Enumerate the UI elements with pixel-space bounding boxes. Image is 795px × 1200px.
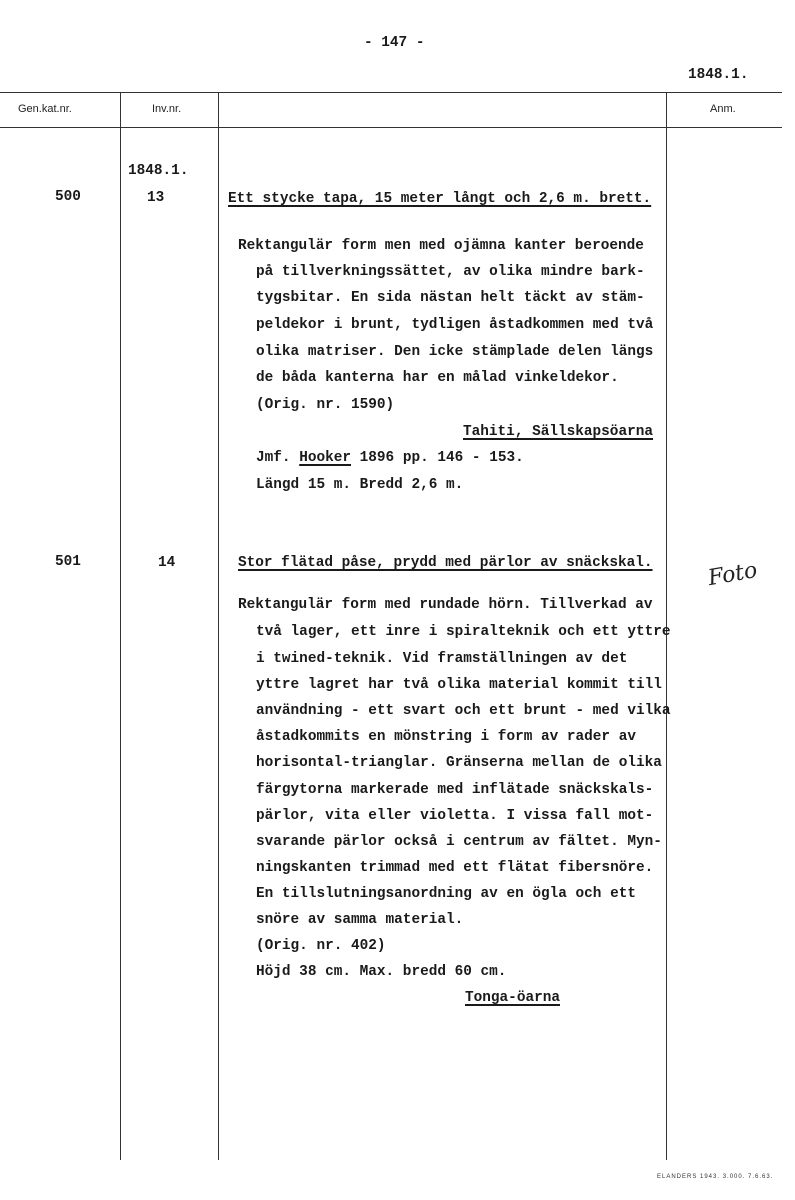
header-bottom-rule — [0, 127, 782, 128]
reference — [256, 449, 524, 467]
inv-nr: 14 — [158, 555, 176, 571]
locality: Tonga-öarna — [465, 990, 560, 1006]
handwritten-annotation: Foto — [706, 557, 760, 592]
body-line: snöre av samma material. — [256, 912, 464, 928]
inv-nr: 13 — [147, 190, 165, 206]
entry-title: Stor flätad påse, prydd med pärlor av snäckskal. — [238, 555, 653, 571]
body-line: på tillverkningssättet, av olika mindre bark- — [256, 264, 645, 280]
body-line: två lager, ett inre i spiralteknik och ett yttre — [256, 624, 671, 640]
body-line: tygsbitar. En sida nästan helt täckt av stäm- — [256, 290, 645, 306]
inv-prefix: 1848.1. — [128, 163, 189, 179]
locality: Tahiti, Sällskapsöarna — [463, 424, 653, 440]
body-line: pärlor, vita eller violetta. I vissa fall mot- — [256, 808, 654, 824]
column-header-inv-nr: Inv.nr. — [152, 103, 182, 115]
body-line: i twined-teknik. Vid framställningen av det — [256, 651, 628, 667]
entry-title: Ett stycke tapa, 15 meter långt och 2,6 m. brett. — [228, 191, 652, 207]
dimensions: Längd 15 m. Bredd 2,6 m. — [256, 477, 464, 493]
body-line: svarande pärlor också i centrum av fältet. Myn- — [256, 834, 662, 850]
series-ref: 1848.1. — [688, 67, 749, 83]
printer-imprint: ELANDERS 1943. 3.000. 7.6.63. — [657, 1174, 774, 1180]
ref-author: Hooker — [299, 450, 352, 466]
column-header-anm: Anm. — [710, 103, 736, 115]
body-line: yttre lagret har två olika material kommit till — [256, 677, 662, 693]
gen-kat-nr: 500 — [55, 189, 81, 205]
header-top-rule — [0, 92, 782, 93]
ref-rest: 1896 pp. 146 - 153. — [351, 450, 524, 466]
body-line: Rektangulär form med rundade hörn. Tillverkad av — [238, 597, 653, 613]
gen-kat-nr: 501 — [55, 554, 81, 570]
body-line: (Orig. nr. 402) — [256, 938, 386, 954]
body-line: (Orig. nr. 1590) — [256, 397, 395, 413]
page-number: - 147 - — [364, 35, 425, 51]
body-line: Höjd 38 cm. Max. bredd 60 cm. — [256, 964, 507, 980]
column-divider — [218, 92, 219, 1160]
body-line: En tillslutningsanordning av en ögla och ett — [256, 886, 636, 902]
body-line: färgytorna markerade med inflätade snäckskals- — [256, 782, 654, 798]
column-header-gen-kat-nr: Gen.kat.nr. — [18, 103, 72, 115]
column-divider — [120, 92, 121, 1160]
body-line: peldekor i brunt, tydligen åstadkommen med två — [256, 317, 654, 333]
body-line: ningskanten trimmad med ett flätat fibersnöre. — [256, 860, 654, 876]
body-line: åstadkommits en mönstring i form av rader av — [256, 729, 636, 745]
body-line: Rektangulär form men med ojämna kanter beroende — [238, 238, 644, 254]
body-line: användning - ett svart och ett brunt - med vilka — [256, 703, 671, 719]
body-line: horisontal-trianglar. Gränserna mellan de olika — [256, 755, 662, 771]
body-line: de båda kanterna har en målad vinkeldekor. — [256, 370, 619, 386]
ref-prefix: Jmf. — [256, 450, 300, 466]
body-line: olika matriser. Den icke stämplade delen längs — [256, 344, 654, 360]
